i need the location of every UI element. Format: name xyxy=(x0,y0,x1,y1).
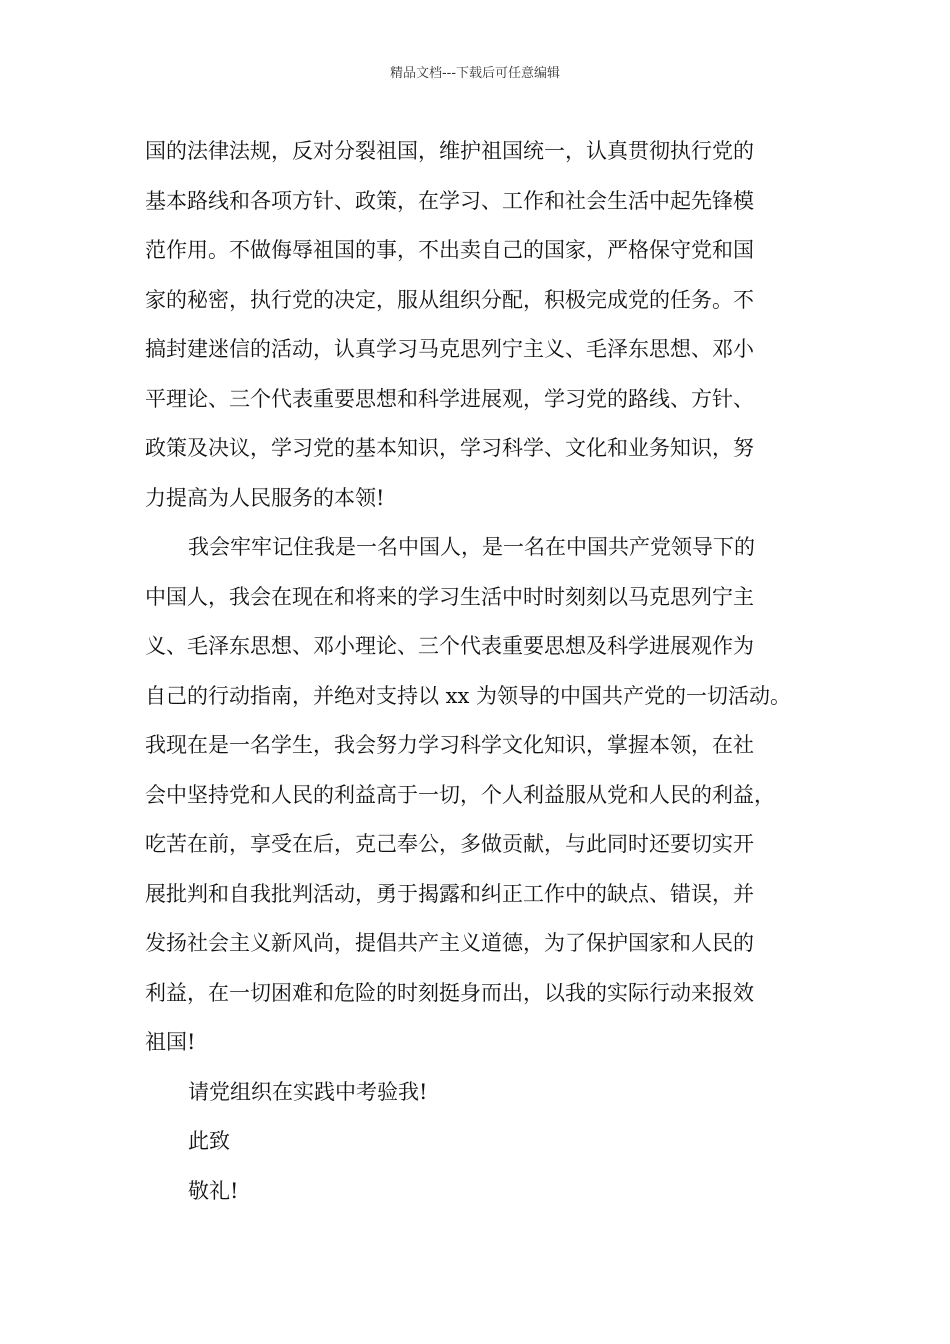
text-line: 搞封建迷信的活动，认真学习马克思列宁主义、毛泽东思想、邓小 xyxy=(145,337,754,361)
text-line: 国的法律法规，反对分裂祖国，维护祖国统一，认真贯彻执行党的 xyxy=(145,139,754,163)
text-line: 展批判和自我批判活动，勇于揭露和纠正工作中的缺点、错误，并 xyxy=(145,881,754,906)
text-line: 范作用。不做侮辱祖国的事，不出卖自己的国家，严格保守党和国 xyxy=(145,238,754,262)
text-line: 基本路线和各项方针、政策，在学习、工作和社会生活中起先锋模 xyxy=(145,188,754,213)
text-line: 吃苦在前，享受在后，克己奉公，多做贡献，与此同时还要切实开 xyxy=(145,832,754,856)
page-header: 精品文档---下载后可任意编辑 xyxy=(389,66,561,81)
text-line: 我现在是一名学生，我会努力学习科学文化知识，掌握本领，在社 xyxy=(145,733,754,757)
text-line: 祖国! xyxy=(145,1030,196,1054)
text-line: 中国人，我会在现在和将来的学习生活中时时刻刻以马克思列宁主 xyxy=(145,584,754,609)
text-line: 自己的行动指南，并绝对支持以 xx 为领导的中国共产党的一切活动。 xyxy=(145,683,792,708)
salutation-line: 敬礼! xyxy=(188,1178,239,1203)
text-line: 义、毛泽东思想、邓小理论、三个代表重要思想及科学进展观作为 xyxy=(145,634,754,658)
text-line: 利益，在一切困难和危险的时刻挺身而出，以我的实际行动来报效 xyxy=(145,980,754,1005)
request-line: 请党组织在实践中考验我! xyxy=(188,1079,428,1104)
paragraph-first-line: 我会牢牢记住我是一名中国人，是一名在中国共产党领导下的 xyxy=(188,535,755,559)
document-body xyxy=(145,127,815,1216)
text-line: 力提高为人民服务的本领! xyxy=(145,485,385,510)
text-line: 发扬社会主义新风尚，提倡共产主义道德，为了保护国家和人民的 xyxy=(145,931,754,955)
text-line: 平理论、三个代表重要思想和科学进展观，学习党的路线、方针、 xyxy=(145,386,754,411)
closing-line: 此致 xyxy=(188,1129,230,1153)
text-line: 政策及决议，学习党的基本知识，学习科学、文化和业务知识，努 xyxy=(145,436,754,460)
text-line: 家的秘密，执行党的决定，服从组织分配，积极完成党的任务。不 xyxy=(145,287,754,312)
text-line: 会中坚持党和人民的利益高于一切，个人利益服从党和人民的利益， xyxy=(145,782,775,807)
